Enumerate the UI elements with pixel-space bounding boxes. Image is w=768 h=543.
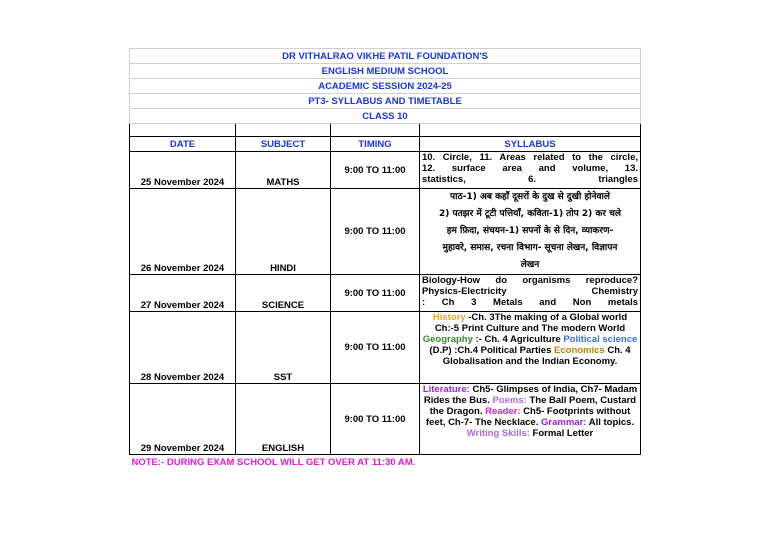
exam-date: 27 November 2024	[130, 275, 236, 312]
header-row	[130, 64, 641, 79]
note-row	[130, 455, 641, 469]
syllabus-cell: पाठ-1) अब कहाँ दूसरों के दुख से दुखी होनेवाले 2) पतझर में टूटी पत्तियाँ, कविता-1) तोप 2) कर चले हम फ़िदा, संचयन-1) सपनों के से दिन, व्याकरण- मुहावरे, समास, रचना विभाग- सूचना लेखन, विज्ञापन लेखन	[420, 189, 641, 275]
exam-subject: SST	[236, 312, 331, 384]
exam-timing: 9:00 TO 11:00	[331, 189, 420, 275]
exam-date: 28 November 2024	[130, 312, 236, 384]
session-title: ACADEMIC SESSION 2024-25	[130, 79, 641, 94]
header-row	[130, 109, 641, 124]
exam-subject: MATHS	[236, 152, 331, 189]
syllabus-cell: History -Ch. 3The making of a Global world Ch:-5 Print Culture and The modern World Geography :- Ch. 4 Agriculture Political science (D.P) :Ch.4 Political Parties Economics Ch. 4 Globalisation and the Indian Economy.	[420, 312, 641, 384]
table-row	[130, 384, 641, 455]
syllabus-cell: 10. Circle, 11. Areas related to the circle, 12. surface area and volume, 13. statistics, 6. triangles	[420, 152, 641, 189]
exam-timing: 9:00 TO 11:00	[331, 275, 420, 312]
exam-timing: 9:00 TO 11:00	[331, 384, 420, 455]
table-row	[130, 189, 641, 275]
blank-row	[130, 124, 641, 137]
exam-timing: 9:00 TO 11:00	[331, 152, 420, 189]
syllabus-cell: Biology-How do organisms reproduce? Physics-Electricity Chemistry : Ch 3 Metals and Non metals	[420, 275, 641, 312]
date-column-header: DATE	[130, 137, 236, 152]
table-row	[130, 152, 641, 189]
exam-date: 25 November 2024	[130, 152, 236, 189]
exam-subject: HINDI	[236, 189, 331, 275]
school-title: ENGLISH MEDIUM SCHOOL	[130, 64, 641, 79]
exam-title: PT3- SYLLABUS AND TIMETABLE	[130, 94, 641, 109]
exam-note: NOTE:- DURING EXAM SCHOOL WILL GET OVER AT 11:30 AM.	[130, 455, 420, 469]
table-row	[130, 312, 641, 384]
header-row	[130, 94, 641, 109]
exam-timing: 9:00 TO 11:00	[331, 312, 420, 384]
timing-column-header: TIMING	[331, 137, 420, 152]
column-header-row	[130, 137, 641, 152]
exam-subject: ENGLISH	[236, 384, 331, 455]
syllabus-column-header: SYLLABUS	[420, 137, 641, 152]
subject-column-header: SUBJECT	[236, 137, 331, 152]
header-row	[130, 49, 641, 64]
timetable-sheet	[129, 48, 641, 468]
exam-date: 26 November 2024	[130, 189, 236, 275]
exam-subject: SCIENCE	[236, 275, 331, 312]
exam-date: 29 November 2024	[130, 384, 236, 455]
foundation-title: DR VITHALRAO VIKHE PATIL FOUNDATION'S	[130, 49, 641, 64]
table-row	[130, 275, 641, 312]
header-row	[130, 79, 641, 94]
syllabus-cell: Literature: Ch5- Glimpses of India, Ch7- Madam Rides the Bus. Poems: The Ball Poem, Custard the Dragon. Reader: Ch5- Footprints without feet, Ch-7- The Necklace. Grammar: All topics. Writing Skills: Formal Letter	[420, 384, 641, 455]
class-title: CLASS 10	[130, 109, 641, 124]
